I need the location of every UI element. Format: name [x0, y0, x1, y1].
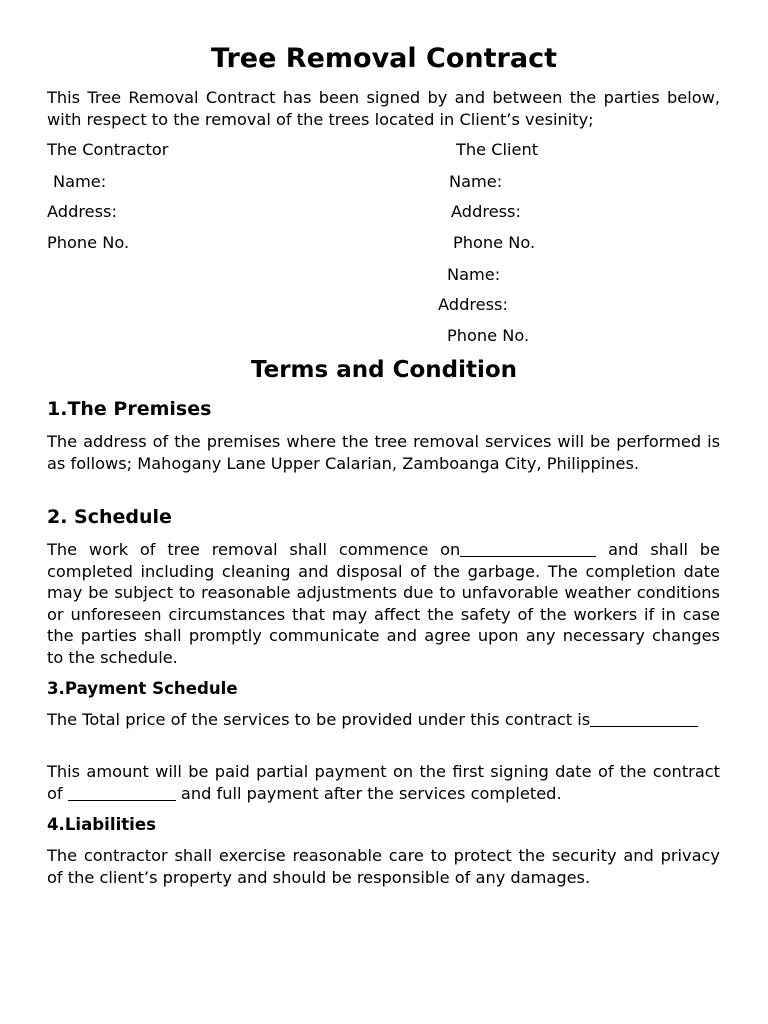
payment-full-text: and full payment after the services completed.	[175, 783, 562, 803]
section-schedule-heading: 2. Schedule	[47, 506, 172, 528]
contractor-phone-label: Phone No.	[47, 233, 130, 252]
commence-date-blank[interactable]	[460, 555, 596, 557]
section-payment-text-2	[47, 761, 720, 804]
client-address-label: Address:	[451, 202, 521, 221]
section-payment-text-1	[47, 709, 720, 731]
client-heading: The Client	[456, 140, 539, 159]
intro-paragraph: This Tree Removal Contract has been signed by and between the parties below, with respect to the removal of the trees located in Client’s vesinity;	[47, 88, 720, 129]
section-payment-heading: 3.Payment Schedule	[47, 679, 238, 698]
section-liabilities-heading: 4.Liabilities	[47, 815, 157, 834]
contract-amount-blank[interactable]	[68, 799, 176, 801]
client-second-address-label: Address:	[438, 295, 508, 314]
section-schedule-text	[47, 539, 720, 668]
contractor-name-label: Name:	[53, 172, 107, 191]
client-second-phone-label: Phone No.	[447, 326, 530, 345]
schedule-text-start: The work of tree removal shall commence on	[47, 540, 461, 559]
total-price-blank[interactable]	[590, 725, 698, 727]
section-premises-heading: 1.The Premises	[47, 398, 212, 420]
section-premises-text: The address of the premises where the tree removal services will be performed is as follows; Mahogany Lane Upper Calarian, Zamboanga City, Philippines.	[47, 432, 720, 473]
section-liabilities-text: The contractor shall exercise reasonable care to protect the security and privacy of the client’s property and should be responsible of any damages.	[47, 846, 720, 887]
contractor-address-label: Address:	[47, 202, 117, 221]
client-phone-label: Phone No.	[453, 233, 536, 252]
client-name-label: Name:	[449, 172, 503, 191]
payment-partial-text: This amount will be paid partial payment on the first signing date of the contract of	[47, 762, 720, 803]
contractor-heading: The Contractor	[47, 140, 169, 159]
payment-total-text: The Total price of the services to be provided under this contract is	[47, 710, 591, 729]
terms-heading: Terms and Condition	[250, 357, 518, 383]
document-title: Tree Removal Contract	[211, 43, 557, 74]
client-second-name-label: Name:	[447, 265, 501, 284]
schedule-text-rest: and shall be completed including cleaning and disposal of the garbage. The completion date may be subject to reasonable adjustments due to unfavorable weather conditions or unforeseen circumstances that may affect the safety of the workers if in case the parties shall promptly communicate and agree upon any necessary changes to the schedule.	[47, 540, 721, 667]
